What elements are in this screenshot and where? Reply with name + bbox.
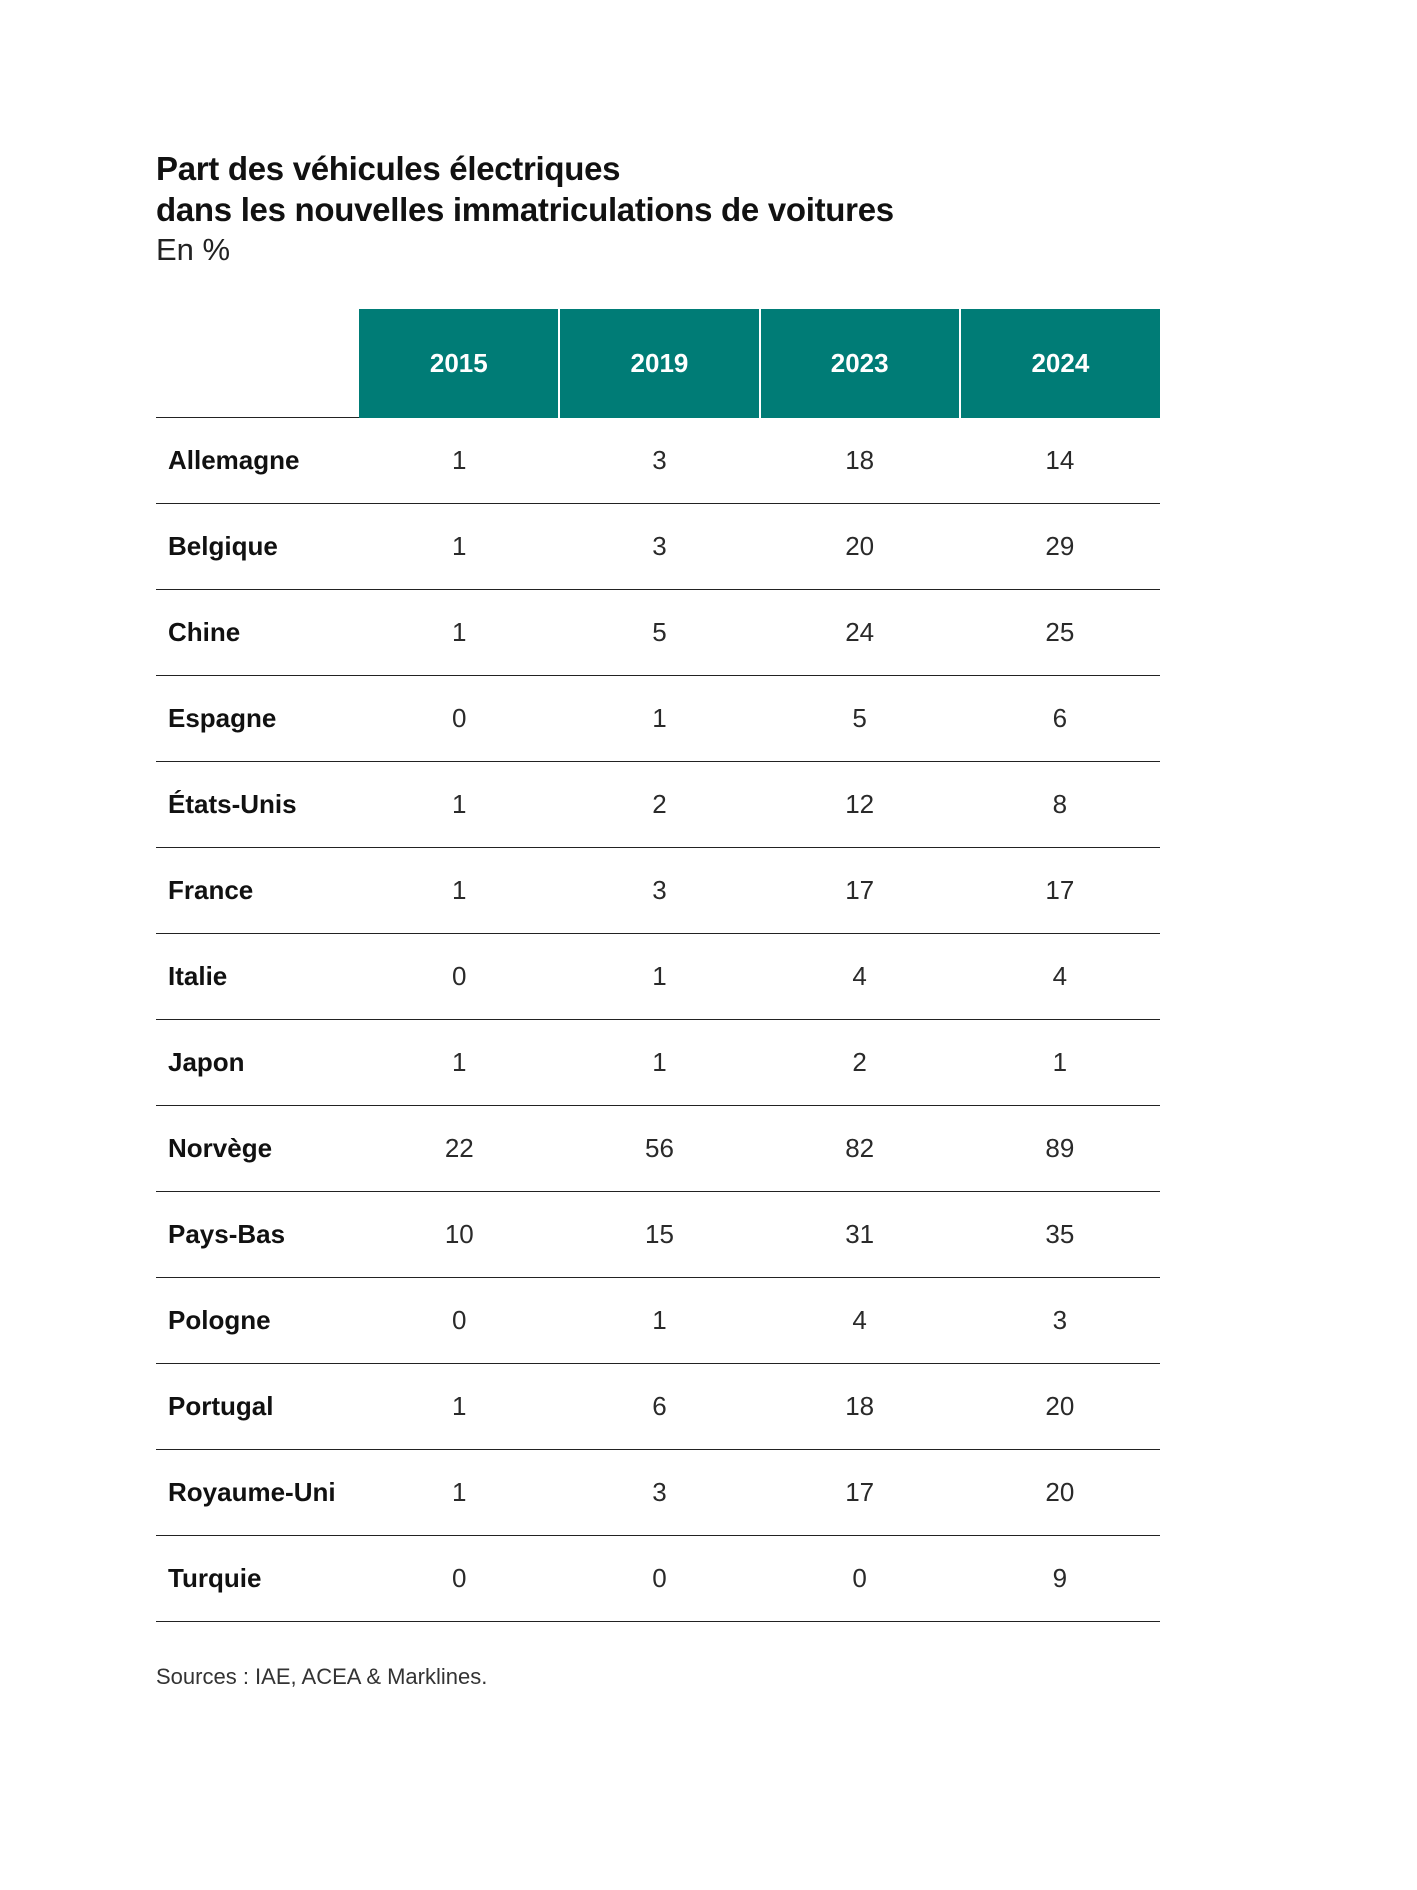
row-label-country: Portugal [156, 1364, 359, 1450]
table-cell-value: 0 [359, 1536, 559, 1622]
row-label-country: France [156, 848, 359, 934]
row-label-country: Belgique [156, 504, 359, 590]
table-cell-value: 35 [960, 1192, 1160, 1278]
table-cell-value: 12 [760, 762, 960, 848]
table-cell-value: 15 [559, 1192, 759, 1278]
table-cell-value: 1 [359, 1364, 559, 1450]
column-header-2024: 2024 [960, 309, 1160, 418]
row-label-country: Norvège [156, 1106, 359, 1192]
table-cell-value: 20 [960, 1450, 1160, 1536]
chart-unit: En % [156, 232, 231, 267]
table-cell-value: 5 [760, 676, 960, 762]
table-cell-value: 24 [760, 590, 960, 676]
row-label-country: Espagne [156, 676, 359, 762]
table-cell-value: 4 [760, 1278, 960, 1364]
table-row [156, 1192, 1160, 1278]
table-body [156, 418, 1160, 1622]
row-label-country: Allemagne [156, 418, 359, 504]
table-cell-value: 6 [960, 676, 1160, 762]
table-cell-value: 1 [359, 418, 559, 504]
table-cell-value: 14 [960, 418, 1160, 504]
table-cell-value: 17 [760, 848, 960, 934]
table-cell-value: 3 [559, 1450, 759, 1536]
row-label-country: Chine [156, 590, 359, 676]
table-cell-value: 31 [760, 1192, 960, 1278]
table-cell-value: 1 [559, 1278, 759, 1364]
table-row [156, 848, 1160, 934]
table-cell-value: 1 [359, 504, 559, 590]
table-row [156, 1278, 1160, 1364]
table-cell-value: 10 [359, 1192, 559, 1278]
table-cell-value: 2 [559, 762, 759, 848]
table-row [156, 504, 1160, 590]
table-cell-value: 8 [960, 762, 1160, 848]
header-row [156, 309, 1160, 418]
table-cell-value: 89 [960, 1106, 1160, 1192]
table-row [156, 762, 1160, 848]
row-label-country: États-Unis [156, 762, 359, 848]
table-cell-value: 3 [960, 1278, 1160, 1364]
table-cell-value: 82 [760, 1106, 960, 1192]
table-cell-value: 2 [760, 1020, 960, 1106]
column-header-2019: 2019 [559, 309, 759, 418]
table-cell-value: 6 [559, 1364, 759, 1450]
column-header-2015: 2015 [359, 309, 559, 418]
table-cell-value: 1 [359, 848, 559, 934]
table-cell-value: 20 [960, 1364, 1160, 1450]
row-label-country: Pologne [156, 1278, 359, 1364]
table-cell-value: 1 [559, 1020, 759, 1106]
table-row [156, 418, 1160, 504]
table-row [156, 1020, 1160, 1106]
table-cell-value: 56 [559, 1106, 759, 1192]
table-row [156, 1450, 1160, 1536]
data-table [156, 309, 1160, 1622]
table-cell-value: 1 [960, 1020, 1160, 1106]
table-cell-value: 1 [559, 934, 759, 1020]
row-label-country: Royaume-Uni [156, 1450, 359, 1536]
table-cell-value: 1 [359, 590, 559, 676]
table-row [156, 676, 1160, 762]
table-cell-value: 1 [559, 676, 759, 762]
table-cell-value: 22 [359, 1106, 559, 1192]
table-cell-value: 1 [359, 1450, 559, 1536]
table-cell-value: 20 [760, 504, 960, 590]
chart-title [156, 148, 894, 230]
table-cell-value: 1 [359, 1020, 559, 1106]
row-label-country: Pays-Bas [156, 1192, 359, 1278]
table-cell-value: 0 [559, 1536, 759, 1622]
table-cell-value: 0 [359, 676, 559, 762]
header-corner [156, 309, 359, 418]
table-cell-value: 4 [760, 934, 960, 1020]
table-row [156, 1364, 1160, 1450]
table-cell-value: 18 [760, 1364, 960, 1450]
table-cell-value: 29 [960, 504, 1160, 590]
table-cell-value: 5 [559, 590, 759, 676]
chart-title-line-1: Part des véhicules électriques [156, 150, 621, 187]
table-cell-value: 18 [760, 418, 960, 504]
row-label-country: Turquie [156, 1536, 359, 1622]
table-cell-value: 1 [359, 762, 559, 848]
table-cell-value: 9 [960, 1536, 1160, 1622]
table-cell-value: 17 [960, 848, 1160, 934]
table-row [156, 1106, 1160, 1192]
table-cell-value: 25 [960, 590, 1160, 676]
table-row [156, 934, 1160, 1020]
table-cell-value: 17 [760, 1450, 960, 1536]
chart-title-line-2: dans les nouvelles immatriculations de voitures [156, 191, 894, 228]
source-note: Sources : IAE, ACEA & Marklines. [156, 1664, 488, 1689]
row-label-country: Italie [156, 934, 359, 1020]
table-cell-value: 0 [760, 1536, 960, 1622]
column-header-2023: 2023 [760, 309, 960, 418]
table-cell-value: 3 [559, 504, 759, 590]
table-cell-value: 3 [559, 848, 759, 934]
table-row [156, 1536, 1160, 1622]
row-label-country: Japon [156, 1020, 359, 1106]
table-cell-value: 0 [359, 1278, 559, 1364]
table-cell-value: 3 [559, 418, 759, 504]
table-cell-value: 4 [960, 934, 1160, 1020]
table-cell-value: 0 [359, 934, 559, 1020]
table-row [156, 590, 1160, 676]
